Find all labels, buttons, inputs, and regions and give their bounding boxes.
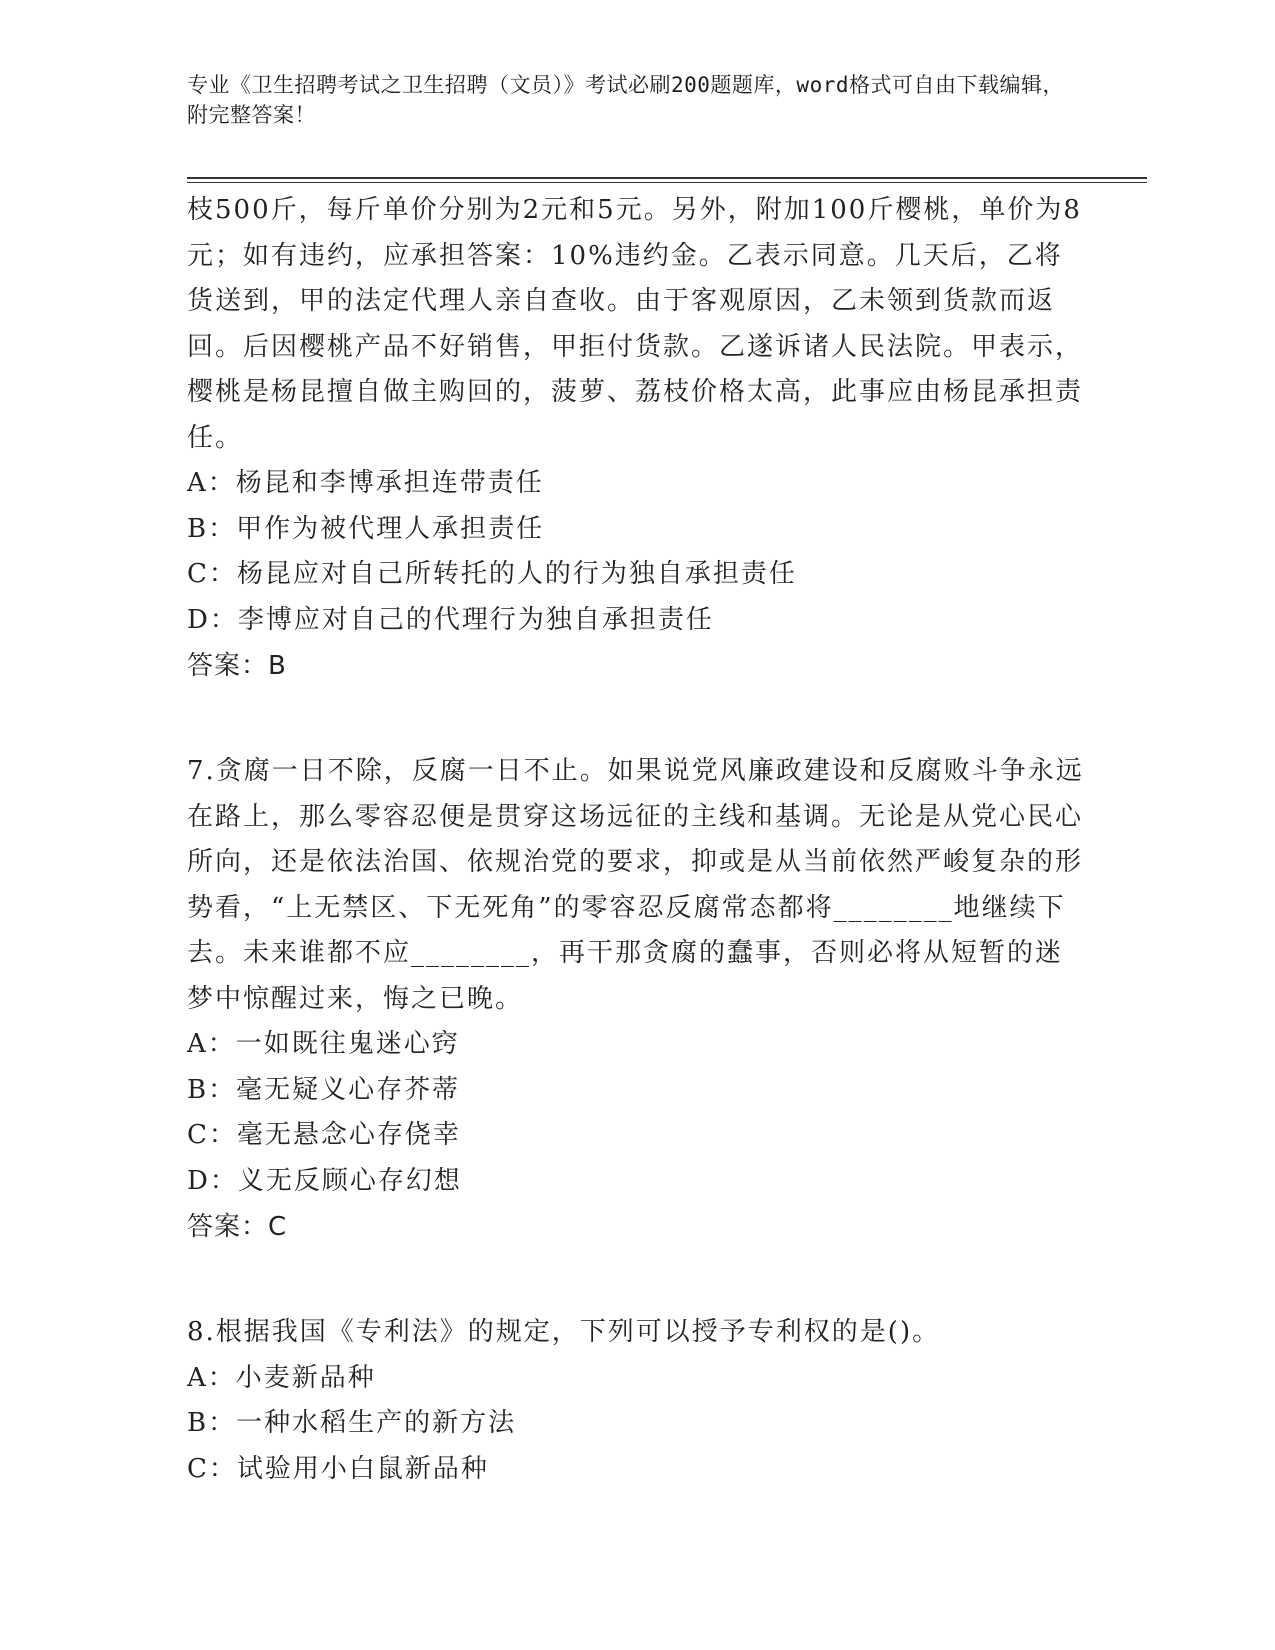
header-rule-thick [187,177,1147,179]
question-6-answer: 答案：B [187,651,287,681]
document-body [187,188,1087,1492]
document-header: 专业《卫生招聘考试之卫生招聘（文员）》考试必刷200题题库，word格式可自由下载编辑，附完整答案！ [187,73,1064,127]
question-spacer [187,689,1087,749]
question-7-option-c: C：毫无悬念心存侥幸 [187,1120,461,1150]
question-7 [187,749,1087,1250]
question-6-option-a: A：杨昆和李博承担连带责任 [187,468,544,498]
question-8 [187,1310,1087,1492]
question-8-option-c: C：试验用小白鼠新品种 [187,1453,489,1484]
question-6-option-b: B：甲作为被代理人承担责任 [187,513,545,544]
question-6-stem-continuation: 枝500斤，每斤单价分别为2元和5元。另外，附加100斤樱桃，单价为8元；如有违约，应承担答案：10%违约金。乙表示同意。几天后，乙将货送到，甲的法定代理人亲自查收。由于客观原因，乙未领到货款而返回。后因樱桃产品不好销售，甲拒付货款。乙遂诉诸人民法院。甲表示，樱桃是杨昆擅自做主购回的，菠萝、荔枝价格太高，此事应由杨昆承担责任。 [187,195,1084,453]
question-8-option-a: A：小麦新品种 [187,1362,376,1393]
question-7-option-a: A：一如既往鬼迷心窍 [187,1029,460,1059]
question-7-option-d: D：义无反顾心存幻想 [187,1165,462,1196]
question-7-option-b: B：毫无疑义心存芥蒂 [187,1074,461,1105]
question-7-answer: 答案：C [187,1212,288,1242]
question-spacer [187,1250,1087,1310]
question-6-option-c: C：杨昆应对自己所转托的人的行为独自承担责任 [187,559,797,589]
header-rule-thin [187,182,1147,183]
question-6-option-d: D：李博应对自己的代理行为独自承担责任 [187,604,714,635]
question-8-option-b: B：一种水稻生产的新方法 [187,1408,517,1438]
question-8-stem: 8.根据我国《专利法》的规定，下列可以授予专利权的是()。 [187,1317,941,1347]
question-6 [187,188,1087,689]
question-7-stem: 7.贪腐一日不除，反腐一日不止。如果说党风廉政建设和反腐败斗争永远在路上，那么零容忍便是贯穿这场远征的主线和基调。无论是从党心民心所向，还是依法治国、依规治党的要求，抑或是从当前依然严峻复杂的形势看，“上无禁区、下无死角”的零容忍反腐常态都将________地继续下去。未来谁都不应________，再干那贪腐的蠢事，否则必将从短暂的迷梦中惊醒过来，悔之已晚。 [187,756,1084,1014]
